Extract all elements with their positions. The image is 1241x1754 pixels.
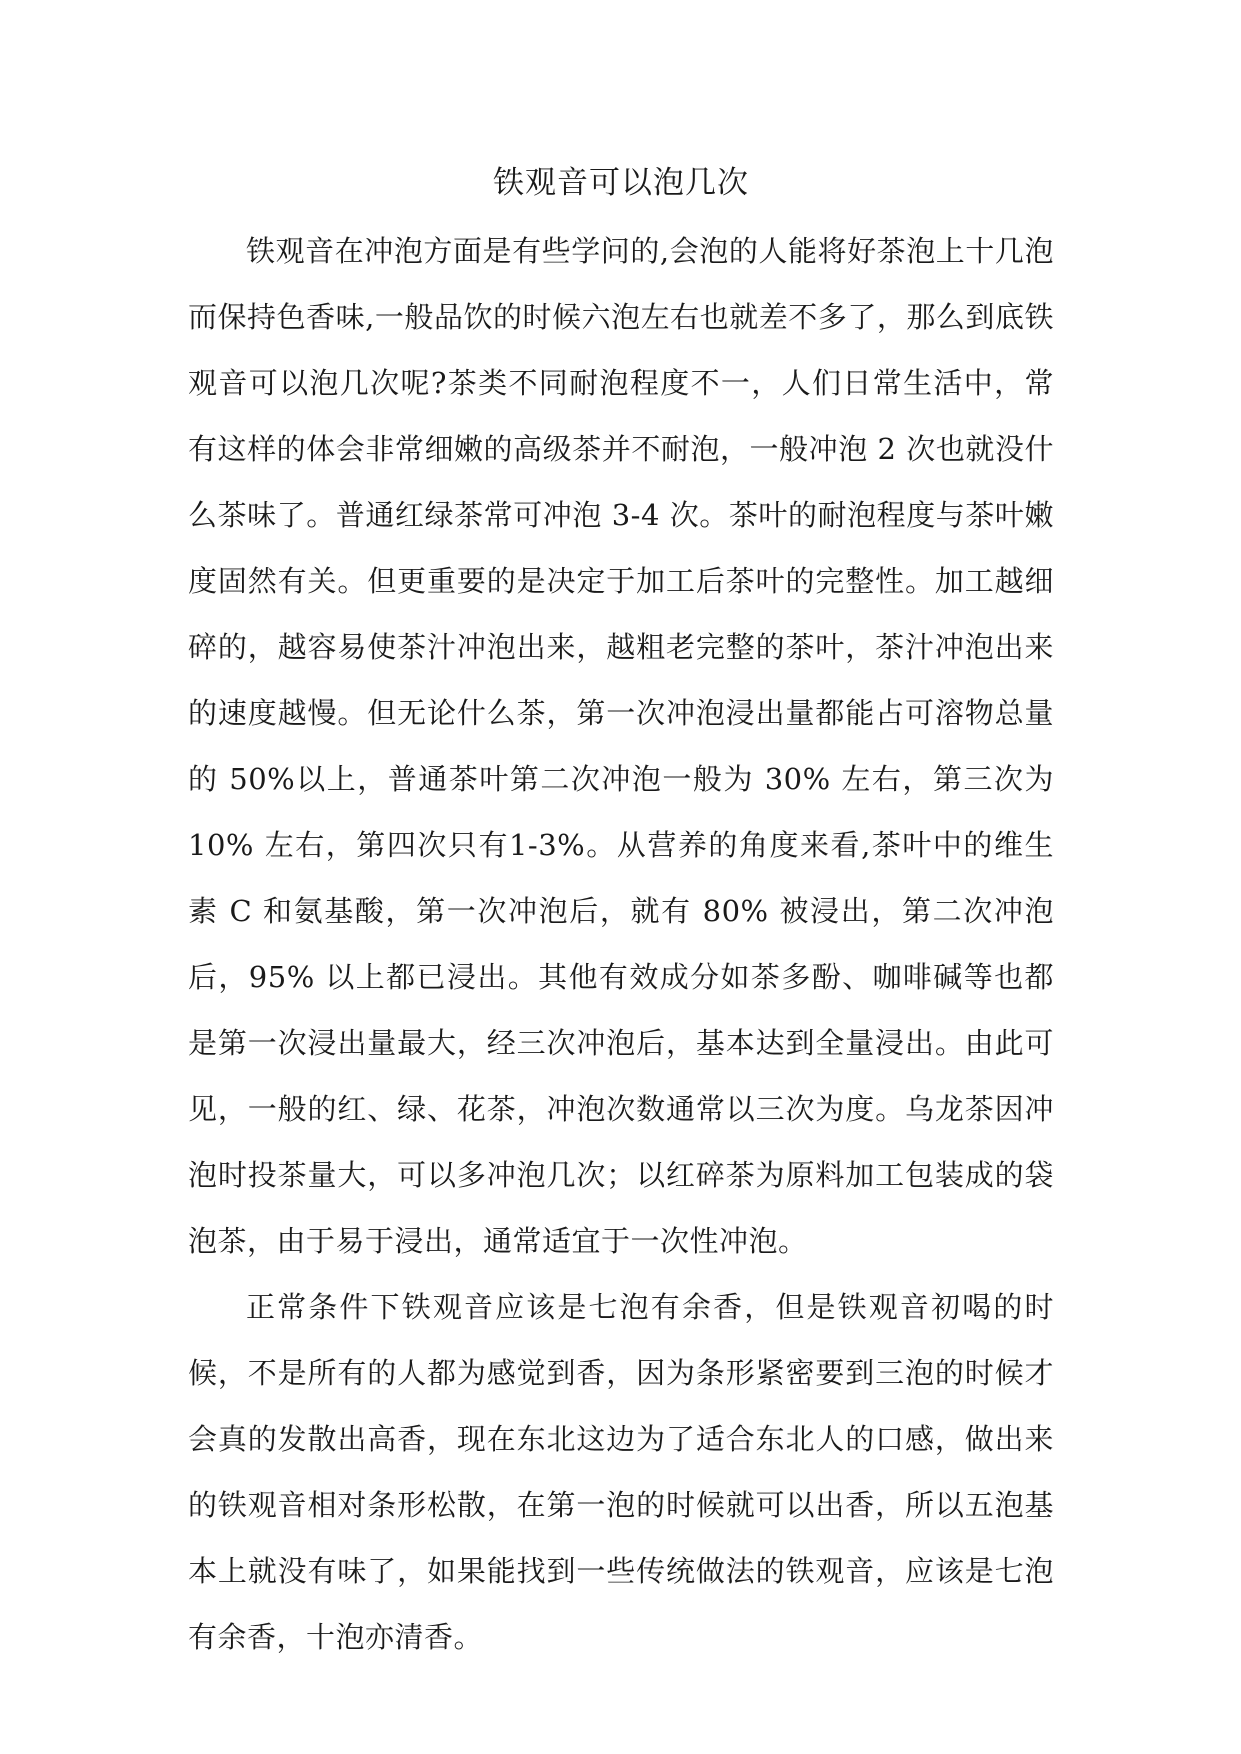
paragraph-tieguanyin-aroma: 正常条件下铁观音应该是七泡有余香，但是铁观音初喝的时候，不是所有的人都为感觉到香，因为条形紧密要到三泡的时候才会真的发散出高香，现在东北这边为了适合东北人的口感，做出来的铁观音相对条形松散，在第一泡的时候就可以出香，所以五泡基本上就没有味了，如果能找到一些传统做法的铁观音，应该是七泡有余香，十泡亦清香。 — [188, 1290, 1054, 1654]
document-title: 铁观音可以泡几次 — [493, 165, 749, 201]
document-page — [188, 158, 1054, 1670]
paragraph-brewing-times: 铁观音在冲泡方面是有些学问的,会泡的人能将好茶泡上十几泡而保持色香味,一般品饮的时候六泡左右也就差不多了，那么到底铁观音可以泡几次呢?茶类不同耐泡程度不一，人们日常生活中，常有这样的体会非常细嫩的高级茶并不耐泡，一般冲泡 2 次也就没什么茶味了。普通红绿茶常可冲泡 3-4 次。茶叶的耐泡程度与茶叶嫩度固然有关。但更重要的是决定于加工后茶叶的完整性。加工越细碎的，越容易使茶汁冲泡出来，越粗老完整的茶叶，茶汁冲泡出来的速度越慢。但无论什么茶，第一次冲泡浸出量都能占可溶物总量的 50%以上，普通茶叶第二次冲泡一般为 30% 左右，第三次为 10% 左右，第四次只有1-3%。从营养的角度来看,茶叶中的维生素 C 和氨基酸，第一次冲泡后，就有 80% 被浸出，第二次冲泡后，95% 以上都已浸出。其他有效成分如茶多酚、咖啡碱等也都是第一次浸出量最大，经三次冲泡后，基本达到全量浸出。由此可见，一般的红、绿、花茶，冲泡次数通常以三次为度。乌龙茶因冲泡时投茶量大，可以多冲泡几次；以红碎茶为原料加工包装成的袋泡茶，由于易于浸出，通常适宜于一次性冲泡。 — [188, 234, 1054, 1258]
